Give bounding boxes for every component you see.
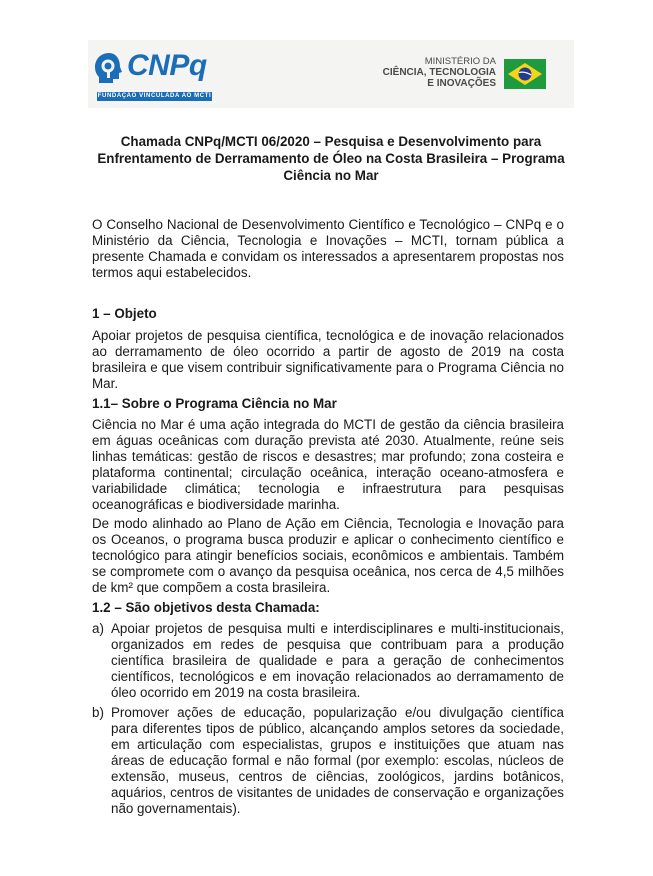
section-heading-objetivos: 1.2 – São objetivos desta Chamada: — [92, 600, 320, 615]
cnpq-logo — [93, 46, 213, 102]
cnpq-tagline: FUNDAÇÃO VINCULADA AO MCTI — [97, 93, 212, 99]
programa-paragraph-1: Ciência no Mar é uma ação integrada do MCTI de gestão da ciência brasileira em águas oceânicas com duração prevista até 2030. Atualmente, reúne seis linhas temáticas: gestão de riscos e desastres; mar profundo; zona costeira e plataforma continental; circulação oceânica, interação oceano-atmosfera e variabilidade climática; tecnologia e infraestrutura para pesquisas oceanográficas e biodiversidade marinha. — [92, 417, 564, 512]
objective-text: Apoiar projetos de pesquisa multi e interdisciplinares e multi-institucionais, organizados em redes de pesquisa que contribuam para a produção científica brasileira de qualidade e para a geração de conhecimentos científicos, tecnológicos e em inovação relacionados ao derramamento de óleo ocorrido em 2019 na costa brasileira. — [111, 621, 564, 700]
section-heading-programa: 1.1– Sobre o Programa Ciência no Mar — [92, 396, 337, 411]
objeto-paragraph: Apoiar projetos de pesquisa científica, tecnológica e de inovação relacionados ao derramamento de óleo ocorrido a partir de agosto de 2019 na costa brasileira e que visem contribuir significativamente para o Programa Ciência no Mar. — [92, 328, 564, 391]
objective-label: b) — [92, 705, 104, 720]
objective-item-a — [92, 621, 564, 701]
header-banner — [88, 40, 574, 108]
objective-label: a) — [92, 621, 104, 636]
section-heading-objeto: 1 – Objeto — [92, 306, 157, 321]
objective-text: Promover ações de educação, popularização e/ou divulgação científica para diferentes tipos de público, alcançando amplos setores da sociedade, em articulação com especialistas, grupos e instituições que atuam nas áreas de educação formal e não formal (por exemplo: escolas, núcleos de extensão, museus, centros de ciências, zoológicos, jardins botânicos, aquários, centros de visitantes de unidades de conservação e organizações não governamentais). — [111, 705, 564, 816]
brazil-flag-icon — [504, 59, 546, 89]
programa-paragraph-2: De modo alinhado ao Plano de Ação em Ciência, Tecnologia e Inovação para os Oceanos, o programa busca produzir e aplicar o conhecimento científico e tecnológico para atingir benefícios sociais, econômicos e ambientais. Também se compromete com o avanço da pesquisa oceânica, nos cerca de 4,5 milhões de km² que compõem a costa brasileira. — [92, 516, 564, 595]
objective-item-b — [92, 705, 564, 817]
document-title: Chamada CNPq/MCTI 06/2020 – Pesquisa e Desenvolvimento para Enfrentamento de Derramamento de Óleo na Costa Brasileira – Programa Ciência no Mar — [97, 134, 565, 183]
ministry-name — [383, 56, 496, 89]
intro-paragraph: O Conselho Nacional de Desenvolvimento Científico e Tecnológico – CNPq e o Ministério da Ciência, Tecnologia e Inovações – MCTI, tornam pública a presente Chamada e convidam os interessados a apresentarem propostas nos termos aqui estabelecidos. — [92, 217, 564, 280]
cnpq-head-icon — [93, 51, 125, 85]
ministry-line-3: E INOVAÇÕES — [427, 78, 496, 89]
ministry-line-1: MINISTÉRIO DA — [424, 56, 496, 67]
cnpq-wordmark: CNPq — [127, 49, 207, 82]
ministry-line-2: CIÊNCIA, TECNOLOGIA — [382, 67, 496, 78]
